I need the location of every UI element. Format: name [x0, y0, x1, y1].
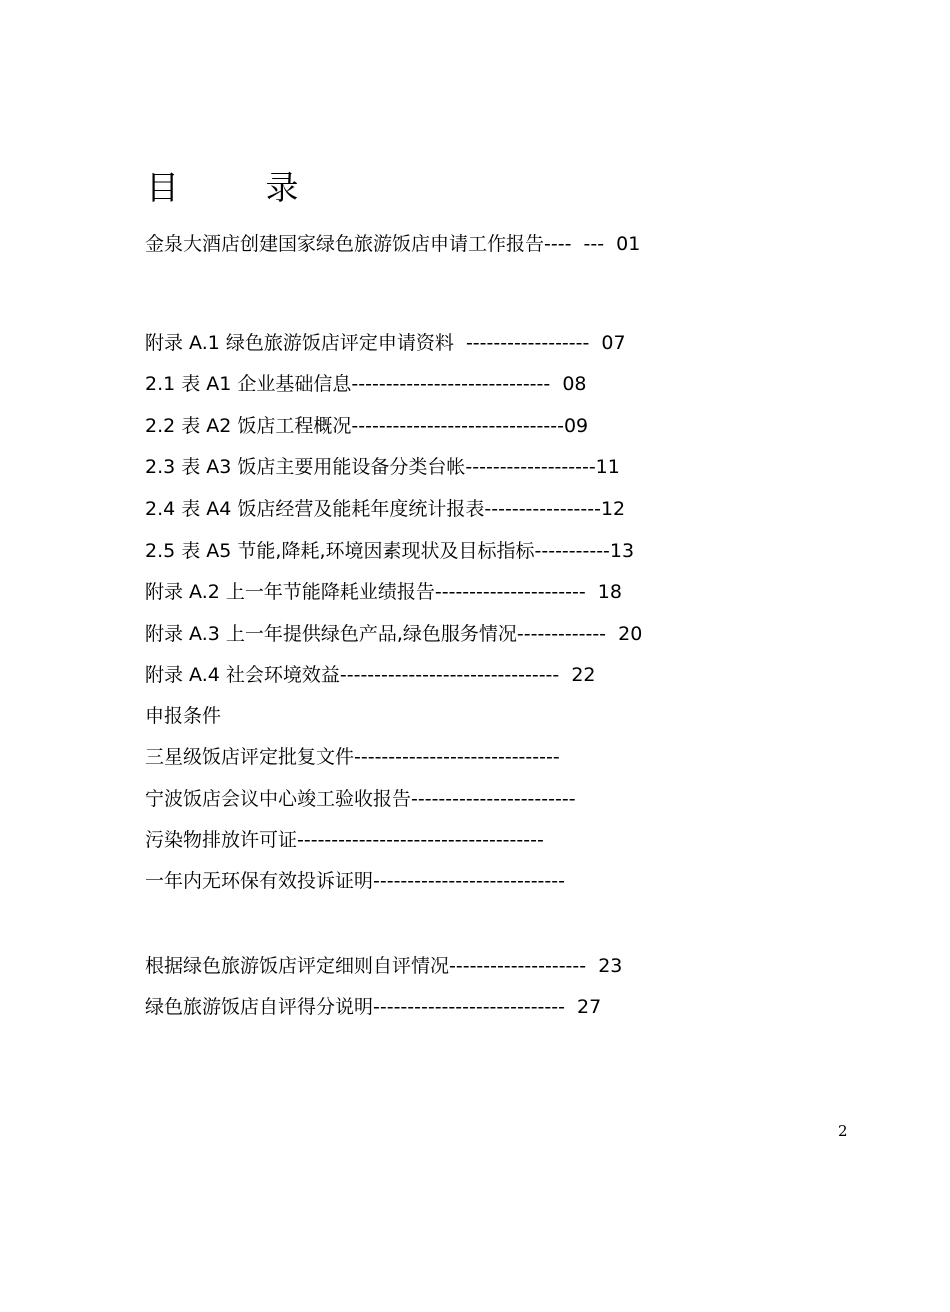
toc-entry-self-evaluation: 根据绿色旅游饭店评定细则自评情况-------------------- 23 — [145, 955, 623, 977]
toc-entry-score-explanation: 绿色旅游饭店自评得分说明---------------------------- 27 — [145, 996, 602, 1018]
toc-entry-2-4: 2.4 表 A4 饭店经营及能耗年度统计报表-----------------12 — [145, 498, 626, 520]
toc-title: 目 录 — [146, 168, 337, 207]
toc-entry-main-report: 金泉大酒店创建国家绿色旅游饭店申请工作报告---- --- 01 — [145, 233, 641, 255]
toc-entry-2-2: 2.2 表 A2 饭店工程概况-------------------------------09 — [145, 415, 589, 437]
toc-entry-2-5: 2.5 表 A5 节能,降耗,环境因素现状及目标指标-----------13 — [145, 540, 635, 562]
toc-entry-no-complaint-proof: 一年内无环保有效投诉证明---------------------------- — [145, 870, 565, 892]
toc-entry-discharge-permit: 污染物排放许可证------------------------------------ — [145, 829, 544, 851]
toc-entry-appendix-a3: 附录 A.3 上一年提供绿色产品,绿色服务情况------------- 20 — [145, 623, 643, 645]
toc-entry-application-conditions: 申报条件 — [145, 705, 222, 727]
toc-entry-2-1: 2.1 表 A1 企业基础信息----------------------------- 08 — [145, 373, 587, 395]
toc-entry-three-star-approval: 三星级饭店评定批复文件------------------------------ — [145, 746, 560, 768]
toc-entry-appendix-a2: 附录 A.2 上一年节能降耗业绩报告---------------------- 18 — [145, 581, 622, 603]
toc-entry-completion-acceptance: 宁波饭店会议中心竣工验收报告------------------------ — [145, 788, 576, 810]
page-number: 2 — [838, 1122, 848, 1140]
toc-entry-2-3: 2.3 表 A3 饭店主要用能设备分类台帐-------------------11 — [145, 456, 620, 478]
toc-entry-appendix-a4: 附录 A.4 社会环境效益-------------------------------- 22 — [145, 664, 596, 686]
toc-entry-appendix-a1: 附录 A.1 绿色旅游饭店评定申请资料 ------------------ 07 — [145, 332, 626, 354]
